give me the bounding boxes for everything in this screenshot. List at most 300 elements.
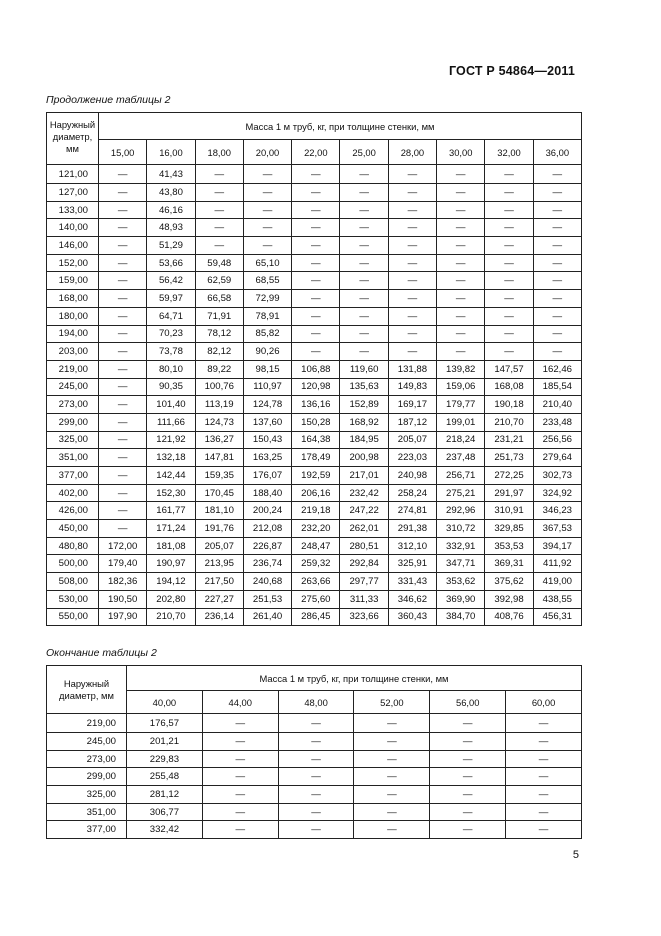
mass-cell: 110,97 bbox=[243, 378, 291, 396]
mass-cell: — bbox=[340, 290, 388, 308]
mass-cell: 263,66 bbox=[292, 573, 340, 591]
mass-cell: — bbox=[533, 307, 581, 325]
mass-cell: 227,27 bbox=[195, 590, 243, 608]
table-row bbox=[47, 733, 582, 751]
diameter-cell: 140,00 bbox=[47, 219, 99, 237]
mass-cell: 190,50 bbox=[99, 590, 147, 608]
table-row bbox=[47, 254, 582, 272]
mass-cell: — bbox=[485, 219, 533, 237]
mass-cell: 51,29 bbox=[147, 237, 195, 255]
thickness-header: 25,00 bbox=[340, 140, 388, 165]
mass-cell: — bbox=[388, 184, 436, 202]
mass-cell: — bbox=[195, 201, 243, 219]
mass-cell: 329,85 bbox=[485, 520, 533, 538]
mass-cell: — bbox=[485, 184, 533, 202]
mass-cell: 247,22 bbox=[340, 502, 388, 520]
mass-cell: — bbox=[99, 201, 147, 219]
mass-cell: 89,22 bbox=[195, 360, 243, 378]
mass-cell: — bbox=[485, 343, 533, 361]
diameter-cell: 219,00 bbox=[47, 360, 99, 378]
mass-cell: 46,16 bbox=[147, 201, 195, 219]
mass-cell: 59,48 bbox=[195, 254, 243, 272]
mass-cell: — bbox=[340, 184, 388, 202]
mass-cell: 438,55 bbox=[533, 590, 581, 608]
mass-cell: 101,40 bbox=[147, 396, 195, 414]
mass-cell: — bbox=[485, 237, 533, 255]
mass-cell: — bbox=[99, 237, 147, 255]
mass-cell: — bbox=[430, 750, 506, 768]
mass-cell: 275,21 bbox=[437, 484, 485, 502]
mass-cell: 217,50 bbox=[195, 573, 243, 591]
mass-cell: — bbox=[388, 307, 436, 325]
mass-cell: — bbox=[340, 254, 388, 272]
mass-cell: 48,93 bbox=[147, 219, 195, 237]
diameter-cell: 146,00 bbox=[47, 237, 99, 255]
mass-cell: — bbox=[430, 786, 506, 804]
mass-cell: — bbox=[99, 484, 147, 502]
diameter-cell: 168,00 bbox=[47, 290, 99, 308]
mass-cell: 179,40 bbox=[99, 555, 147, 573]
mass-cell: 120,98 bbox=[292, 378, 340, 396]
mass-cell: 200,98 bbox=[340, 449, 388, 467]
mass-cell: 66,58 bbox=[195, 290, 243, 308]
thickness-header: 60,00 bbox=[506, 691, 582, 714]
mass-cell: — bbox=[202, 786, 278, 804]
diameter-cell: 273,00 bbox=[47, 396, 99, 414]
mass-cell: — bbox=[202, 768, 278, 786]
mass-cell: — bbox=[354, 803, 430, 821]
mass-cell: 113,19 bbox=[195, 396, 243, 414]
thickness-header: 16,00 bbox=[147, 140, 195, 165]
mass-cell: — bbox=[99, 343, 147, 361]
mass-cell: — bbox=[99, 520, 147, 538]
table-row bbox=[47, 237, 582, 255]
table-row bbox=[47, 431, 582, 449]
mass-cell: 194,12 bbox=[147, 573, 195, 591]
mass-cell: 248,47 bbox=[292, 537, 340, 555]
diameter-cell: 377,00 bbox=[47, 467, 99, 485]
mass-cell: — bbox=[99, 325, 147, 343]
mass-cell: 132,18 bbox=[147, 449, 195, 467]
mass-cell: 312,10 bbox=[388, 537, 436, 555]
mass-cell: 205,07 bbox=[195, 537, 243, 555]
mass-cell: — bbox=[485, 272, 533, 290]
mass-cell: — bbox=[533, 272, 581, 290]
mass-cell: 119,60 bbox=[340, 360, 388, 378]
diameter-cell: 402,00 bbox=[47, 484, 99, 502]
mass-cell: — bbox=[292, 201, 340, 219]
mass-cell: — bbox=[99, 502, 147, 520]
mass-cell: — bbox=[485, 165, 533, 184]
table-row bbox=[47, 590, 582, 608]
mass-cell: — bbox=[506, 821, 582, 839]
mass-cell: 176,07 bbox=[243, 467, 291, 485]
diameter-cell: 133,00 bbox=[47, 201, 99, 219]
mass-cell: — bbox=[506, 733, 582, 751]
mass-cell: 272,25 bbox=[485, 467, 533, 485]
mass-cell: — bbox=[195, 219, 243, 237]
mass-cell: — bbox=[437, 201, 485, 219]
mass-cell: 408,76 bbox=[485, 608, 533, 626]
mass-cell: — bbox=[485, 307, 533, 325]
mass-cell: 131,88 bbox=[388, 360, 436, 378]
mass-cell: 68,55 bbox=[243, 272, 291, 290]
header-diameter: Наружный диаметр, мм bbox=[47, 113, 99, 165]
mass-cell: 168,08 bbox=[485, 378, 533, 396]
diameter-cell: 550,00 bbox=[47, 608, 99, 626]
mass-cell: — bbox=[202, 714, 278, 733]
table-row bbox=[47, 449, 582, 467]
table-end bbox=[46, 665, 582, 839]
mass-cell: 324,92 bbox=[533, 484, 581, 502]
thickness-header: 36,00 bbox=[533, 140, 581, 165]
mass-cell: 262,01 bbox=[340, 520, 388, 538]
mass-cell: 332,42 bbox=[127, 821, 203, 839]
mass-cell: 256,71 bbox=[437, 467, 485, 485]
mass-cell: — bbox=[388, 254, 436, 272]
mass-cell: — bbox=[292, 237, 340, 255]
mass-cell: 136,16 bbox=[292, 396, 340, 414]
mass-cell: 274,81 bbox=[388, 502, 436, 520]
mass-cell: 384,70 bbox=[437, 608, 485, 626]
mass-cell: — bbox=[533, 184, 581, 202]
mass-cell: 279,64 bbox=[533, 449, 581, 467]
mass-cell: — bbox=[533, 165, 581, 184]
mass-cell: 53,66 bbox=[147, 254, 195, 272]
mass-cell: 190,18 bbox=[485, 396, 533, 414]
mass-cell: 205,07 bbox=[388, 431, 436, 449]
thickness-header: 18,00 bbox=[195, 140, 243, 165]
mass-cell: 64,71 bbox=[147, 307, 195, 325]
mass-cell: — bbox=[388, 272, 436, 290]
diameter-cell: 426,00 bbox=[47, 502, 99, 520]
mass-cell: 65,10 bbox=[243, 254, 291, 272]
mass-cell: 213,95 bbox=[195, 555, 243, 573]
mass-cell: 231,21 bbox=[485, 431, 533, 449]
mass-cell: — bbox=[243, 219, 291, 237]
table-row bbox=[47, 325, 582, 343]
mass-cell: — bbox=[354, 750, 430, 768]
mass-cell: 191,76 bbox=[195, 520, 243, 538]
mass-cell: 302,73 bbox=[533, 467, 581, 485]
mass-cell: — bbox=[202, 750, 278, 768]
mass-cell: — bbox=[243, 165, 291, 184]
mass-cell: — bbox=[533, 201, 581, 219]
thickness-header: 32,00 bbox=[485, 140, 533, 165]
mass-cell: — bbox=[437, 254, 485, 272]
mass-cell: 223,03 bbox=[388, 449, 436, 467]
mass-cell: — bbox=[292, 254, 340, 272]
mass-cell: 236,74 bbox=[243, 555, 291, 573]
mass-cell: — bbox=[437, 307, 485, 325]
diameter-cell: 508,00 bbox=[47, 573, 99, 591]
diameter-cell: 127,00 bbox=[47, 184, 99, 202]
mass-cell: 62,59 bbox=[195, 272, 243, 290]
mass-cell: — bbox=[340, 307, 388, 325]
mass-cell: 147,57 bbox=[485, 360, 533, 378]
mass-cell: 261,40 bbox=[243, 608, 291, 626]
mass-cell: — bbox=[243, 237, 291, 255]
mass-cell: 188,40 bbox=[243, 484, 291, 502]
header-mass: Масса 1 м труб, кг, при толщине стенки, мм bbox=[99, 113, 582, 140]
mass-cell: — bbox=[354, 821, 430, 839]
diameter-cell: 480,80 bbox=[47, 537, 99, 555]
mass-cell: — bbox=[506, 768, 582, 786]
mass-cell: 80,10 bbox=[147, 360, 195, 378]
mass-cell: — bbox=[485, 254, 533, 272]
page-number: 5 bbox=[572, 849, 579, 861]
mass-cell: 185,54 bbox=[533, 378, 581, 396]
mass-cell: 135,63 bbox=[340, 378, 388, 396]
mass-cell: — bbox=[99, 290, 147, 308]
mass-cell: — bbox=[99, 449, 147, 467]
mass-cell: — bbox=[99, 413, 147, 431]
table-row bbox=[47, 184, 582, 202]
table-caption-end: Окончание таблицы 2 bbox=[46, 647, 157, 659]
mass-cell: 256,56 bbox=[533, 431, 581, 449]
mass-cell: — bbox=[99, 378, 147, 396]
mass-cell: — bbox=[430, 768, 506, 786]
mass-cell: 164,38 bbox=[292, 431, 340, 449]
mass-cell: — bbox=[485, 325, 533, 343]
table-continuation bbox=[46, 112, 582, 626]
mass-cell: 190,97 bbox=[147, 555, 195, 573]
mass-cell: 375,62 bbox=[485, 573, 533, 591]
mass-cell: 210,70 bbox=[485, 413, 533, 431]
table-row bbox=[47, 378, 582, 396]
mass-cell: 353,53 bbox=[485, 537, 533, 555]
mass-cell: 251,73 bbox=[485, 449, 533, 467]
mass-cell: 181,08 bbox=[147, 537, 195, 555]
mass-cell: 43,80 bbox=[147, 184, 195, 202]
mass-cell: 159,06 bbox=[437, 378, 485, 396]
mass-cell: — bbox=[437, 325, 485, 343]
table-row bbox=[47, 786, 582, 804]
table-row bbox=[47, 272, 582, 290]
mass-cell: 369,31 bbox=[485, 555, 533, 573]
mass-cell: 111,66 bbox=[147, 413, 195, 431]
mass-cell: — bbox=[278, 714, 354, 733]
mass-cell: 172,00 bbox=[99, 537, 147, 555]
mass-cell: 419,00 bbox=[533, 573, 581, 591]
thickness-header: 48,00 bbox=[278, 691, 354, 714]
table-row bbox=[47, 343, 582, 361]
mass-cell: 176,57 bbox=[127, 714, 203, 733]
mass-cell: — bbox=[99, 360, 147, 378]
mass-cell: 178,49 bbox=[292, 449, 340, 467]
mass-cell: — bbox=[388, 343, 436, 361]
table-row bbox=[47, 537, 582, 555]
mass-cell: — bbox=[506, 803, 582, 821]
mass-cell: — bbox=[292, 290, 340, 308]
table-row bbox=[47, 714, 582, 733]
mass-cell: 229,83 bbox=[127, 750, 203, 768]
mass-cell: 325,91 bbox=[388, 555, 436, 573]
mass-cell: 124,73 bbox=[195, 413, 243, 431]
mass-cell: — bbox=[485, 290, 533, 308]
mass-cell: 139,82 bbox=[437, 360, 485, 378]
mass-cell: 331,43 bbox=[388, 573, 436, 591]
table-row bbox=[47, 165, 582, 184]
mass-cell: 240,68 bbox=[243, 573, 291, 591]
mass-cell: — bbox=[99, 272, 147, 290]
thickness-header: 52,00 bbox=[354, 691, 430, 714]
mass-cell: — bbox=[243, 184, 291, 202]
mass-cell: — bbox=[340, 343, 388, 361]
diameter-cell: 450,00 bbox=[47, 520, 99, 538]
mass-cell: — bbox=[99, 184, 147, 202]
mass-cell: 73,78 bbox=[147, 343, 195, 361]
mass-cell: 332,91 bbox=[437, 537, 485, 555]
thickness-header: 44,00 bbox=[202, 691, 278, 714]
mass-cell: — bbox=[437, 272, 485, 290]
table-row bbox=[47, 201, 582, 219]
mass-cell: — bbox=[99, 396, 147, 414]
mass-cell: 280,51 bbox=[340, 537, 388, 555]
mass-cell: 181,10 bbox=[195, 502, 243, 520]
mass-cell: 162,46 bbox=[533, 360, 581, 378]
mass-cell: 219,18 bbox=[292, 502, 340, 520]
mass-cell: — bbox=[506, 750, 582, 768]
mass-cell: 85,82 bbox=[243, 325, 291, 343]
mass-cell: — bbox=[388, 325, 436, 343]
mass-cell: — bbox=[437, 165, 485, 184]
mass-cell: 236,14 bbox=[195, 608, 243, 626]
mass-cell: — bbox=[278, 750, 354, 768]
mass-cell: 59,97 bbox=[147, 290, 195, 308]
mass-cell: 210,70 bbox=[147, 608, 195, 626]
mass-cell: — bbox=[99, 219, 147, 237]
mass-cell: 232,20 bbox=[292, 520, 340, 538]
table-row bbox=[47, 555, 582, 573]
table-row bbox=[47, 484, 582, 502]
mass-cell: 206,16 bbox=[292, 484, 340, 502]
mass-cell: — bbox=[340, 237, 388, 255]
thickness-header: 40,00 bbox=[127, 691, 203, 714]
mass-cell: — bbox=[533, 219, 581, 237]
mass-cell: — bbox=[202, 803, 278, 821]
diameter-cell: 325,00 bbox=[47, 786, 127, 804]
mass-cell: 159,35 bbox=[195, 467, 243, 485]
mass-cell: 121,92 bbox=[147, 431, 195, 449]
header-mass: Масса 1 м труб, кг, при толщине стенки, мм bbox=[127, 666, 582, 691]
mass-cell: — bbox=[292, 165, 340, 184]
mass-cell: 169,17 bbox=[388, 396, 436, 414]
mass-cell: — bbox=[99, 165, 147, 184]
mass-cell: — bbox=[533, 290, 581, 308]
mass-cell: 200,24 bbox=[243, 502, 291, 520]
mass-cell: 201,21 bbox=[127, 733, 203, 751]
mass-cell: 259,32 bbox=[292, 555, 340, 573]
table-row bbox=[47, 502, 582, 520]
mass-cell: — bbox=[388, 165, 436, 184]
header-diameter: Наружный диаметр, мм bbox=[47, 666, 127, 714]
mass-cell: 291,38 bbox=[388, 520, 436, 538]
mass-cell: — bbox=[506, 786, 582, 804]
mass-cell: — bbox=[195, 184, 243, 202]
mass-cell: — bbox=[99, 307, 147, 325]
mass-cell: — bbox=[430, 803, 506, 821]
diameter-cell: 377,00 bbox=[47, 821, 127, 839]
mass-cell: 72,99 bbox=[243, 290, 291, 308]
mass-cell: — bbox=[340, 219, 388, 237]
mass-cell: — bbox=[437, 290, 485, 308]
mass-cell: — bbox=[354, 733, 430, 751]
mass-cell: 70,23 bbox=[147, 325, 195, 343]
mass-cell: 78,12 bbox=[195, 325, 243, 343]
mass-cell: 82,12 bbox=[195, 343, 243, 361]
mass-cell: — bbox=[99, 431, 147, 449]
mass-cell: — bbox=[340, 272, 388, 290]
mass-cell: 163,25 bbox=[243, 449, 291, 467]
mass-cell: — bbox=[430, 714, 506, 733]
mass-cell: 226,87 bbox=[243, 537, 291, 555]
mass-cell: — bbox=[430, 733, 506, 751]
diameter-cell: 530,00 bbox=[47, 590, 99, 608]
mass-cell: — bbox=[292, 343, 340, 361]
table-row bbox=[47, 750, 582, 768]
mass-cell: — bbox=[278, 768, 354, 786]
mass-cell: 168,92 bbox=[340, 413, 388, 431]
diameter-cell: 219,00 bbox=[47, 714, 127, 733]
mass-cell: 217,01 bbox=[340, 467, 388, 485]
mass-cell: — bbox=[292, 184, 340, 202]
mass-cell: — bbox=[485, 201, 533, 219]
diameter-cell: 351,00 bbox=[47, 803, 127, 821]
diameter-cell: 121,00 bbox=[47, 165, 99, 184]
mass-cell: 202,80 bbox=[147, 590, 195, 608]
mass-cell: 291,97 bbox=[485, 484, 533, 502]
mass-cell: — bbox=[506, 714, 582, 733]
mass-cell: 41,43 bbox=[147, 165, 195, 184]
mass-cell: 297,77 bbox=[340, 573, 388, 591]
thickness-header: 22,00 bbox=[292, 140, 340, 165]
mass-cell: 136,27 bbox=[195, 431, 243, 449]
mass-cell: 152,89 bbox=[340, 396, 388, 414]
mass-cell: 310,72 bbox=[437, 520, 485, 538]
mass-cell: 90,26 bbox=[243, 343, 291, 361]
mass-cell: 346,23 bbox=[533, 502, 581, 520]
mass-cell: 147,81 bbox=[195, 449, 243, 467]
mass-cell: 171,24 bbox=[147, 520, 195, 538]
mass-cell: — bbox=[437, 343, 485, 361]
mass-cell: 292,84 bbox=[340, 555, 388, 573]
mass-cell: 367,53 bbox=[533, 520, 581, 538]
mass-cell: 275,60 bbox=[292, 590, 340, 608]
thickness-header: 20,00 bbox=[243, 140, 291, 165]
mass-cell: 306,77 bbox=[127, 803, 203, 821]
mass-cell: 170,45 bbox=[195, 484, 243, 502]
mass-cell: — bbox=[202, 733, 278, 751]
mass-cell: 142,44 bbox=[147, 467, 195, 485]
table-row bbox=[47, 573, 582, 591]
mass-cell: — bbox=[292, 325, 340, 343]
mass-cell: 240,98 bbox=[388, 467, 436, 485]
mass-cell: 360,43 bbox=[388, 608, 436, 626]
mass-cell: 369,90 bbox=[437, 590, 485, 608]
mass-cell: 149,83 bbox=[388, 378, 436, 396]
table-row bbox=[47, 768, 582, 786]
mass-cell: 347,71 bbox=[437, 555, 485, 573]
mass-cell: — bbox=[99, 467, 147, 485]
mass-cell: 311,33 bbox=[340, 590, 388, 608]
mass-cell: — bbox=[388, 237, 436, 255]
mass-cell: 258,24 bbox=[388, 484, 436, 502]
mass-cell: 411,92 bbox=[533, 555, 581, 573]
mass-cell: — bbox=[278, 821, 354, 839]
mass-cell: — bbox=[430, 821, 506, 839]
mass-cell: — bbox=[437, 237, 485, 255]
